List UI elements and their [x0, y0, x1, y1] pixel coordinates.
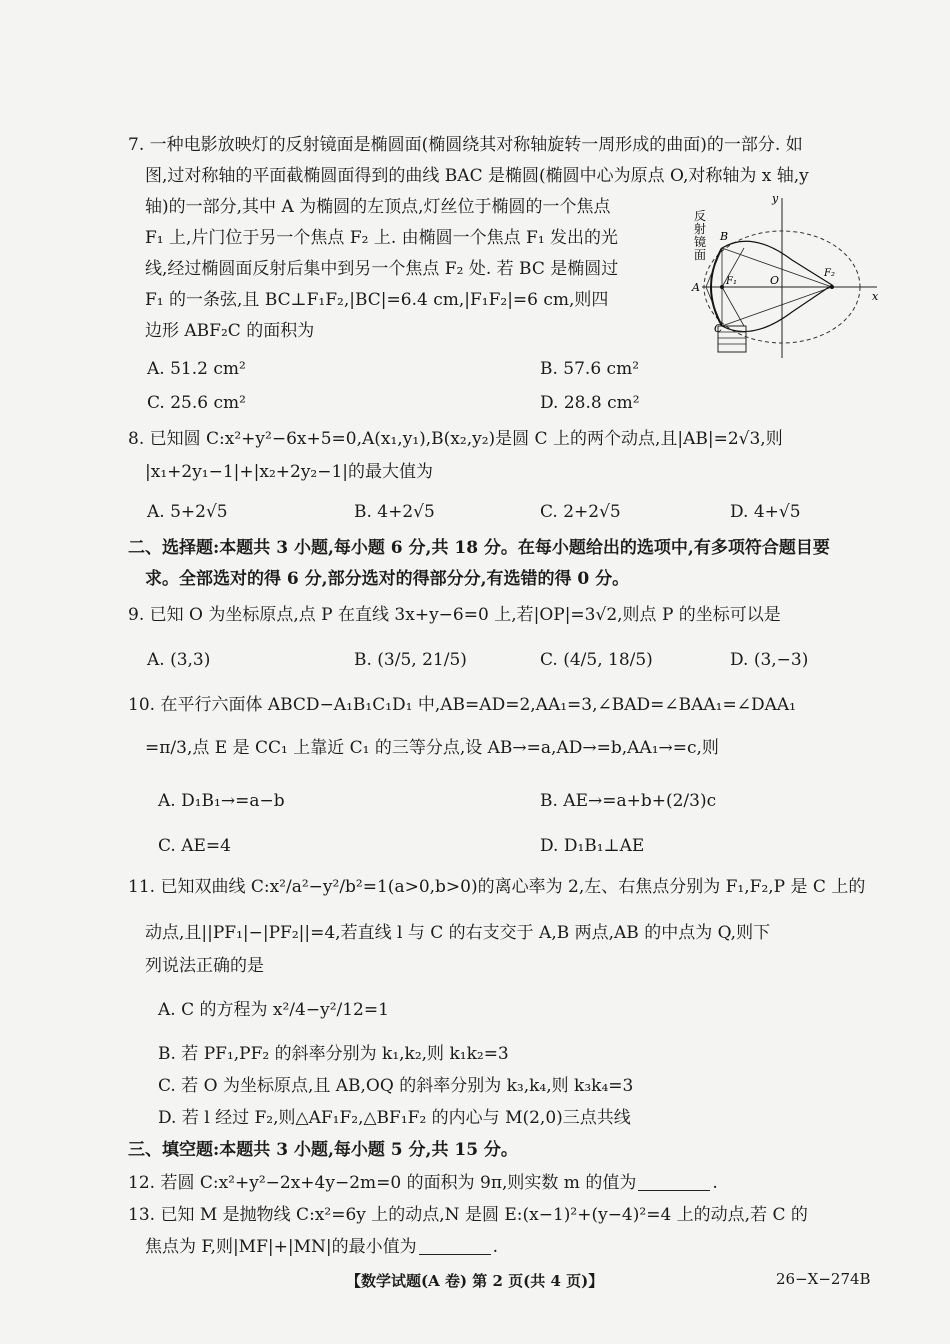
q7-line-3: 轴)的一部分,其中 A 为椭圆的左顶点,灯丝位于椭圆的一个焦点: [145, 197, 611, 217]
q7-line-6: F₁ 的一条弦,且 BC⊥F₁F₂,|BC|=6.4 cm,|F₁F₂|=6 cm,则四: [145, 290, 609, 310]
q12-text: 12. 若圆 C:x²+y²−2x+4y−2m=0 的面积为 9π,则实数 m 的值为: [128, 1173, 637, 1193]
q10-option-b: B. AE→=a+b+(2/3)c: [540, 791, 717, 811]
q7-line-1: 7. 一种电影放映灯的反射镜面是椭圆面(椭圆绕其对称轴旋转一周形成的曲面)的一部分. 如: [128, 135, 803, 155]
q11-line-3: 列说法正确的是: [145, 956, 264, 976]
q12-period: .: [712, 1173, 718, 1193]
label-y: y: [772, 192, 779, 205]
q11-option-c: C. 若 O 为坐标原点,且 AB,OQ 的斜率分别为 k₃,k₄,则 k₃k₄=3: [158, 1076, 634, 1096]
q11-option-b: B. 若 PF₁,PF₂ 的斜率分别为 k₁,k₂,则 k₁k₂=3: [158, 1044, 509, 1064]
label-b: B: [720, 230, 729, 243]
q9-line: 9. 已知 O 为坐标原点,点 P 在直线 3x+y−6=0 上,若|OP|=3√2,则点 P 的坐标可以是: [128, 605, 781, 625]
q8-line-1: 8. 已知圆 C:x²+y²−6x+5=0,A(x₁,y₁),B(x₂,y₂)是圆 C 上的两个动点,且|AB|=2√3,则: [128, 429, 783, 449]
q11-line-1: 11. 已知双曲线 C:x²/a²−y²/b²=1(a>0,b>0)的离心率为 2,左、右焦点分别为 F₁,F₂,P 是 C 上的: [128, 877, 866, 897]
q12-answer-blank[interactable]: [638, 1172, 710, 1191]
q9-option-c: C. (4/5, 18/5): [540, 650, 653, 670]
section-2-line-2: 求。全部选对的得 6 分,部分选对的得部分分,有选错的得 0 分。: [145, 569, 630, 589]
q10-option-d: D. D₁B₁⊥AE: [540, 836, 645, 856]
q8-line-2: |x₁+2y₁−1|+|x₂+2y₂−1|的最大值为: [145, 462, 434, 482]
q7-line-4: F₁ 上,片门位于另一个焦点 F₂ 上. 由椭圆一个焦点 F₁ 发出的光: [145, 228, 619, 248]
question-12: [128, 1168, 888, 1199]
q9-option-d: D. (3,−3): [730, 650, 809, 670]
q10-option-c: C. AE=4: [158, 836, 231, 856]
q13-text: 焦点为 F,则|MF|+|MN|的最小值为: [145, 1237, 417, 1257]
q9-option-a: A. (3,3): [147, 650, 211, 670]
ray-f1-down: [722, 287, 744, 326]
q7-option-c: C. 25.6 cm²: [147, 393, 246, 413]
q11-option-d: D. 若 l 经过 F₂,则△AF₁F₂,△BF₁F₂ 的内心与 M(2,0)三点共线: [158, 1108, 631, 1128]
point-f2: [830, 285, 834, 289]
footer-code: 26−X−274B: [776, 1270, 871, 1288]
q7-option-d: D. 28.8 cm²: [540, 393, 640, 413]
q7-line-7: 边形 ABF₂C 的面积为: [145, 321, 315, 341]
footer-title: 【数学试题(A 卷) 第 2 页(共 4 页)】: [346, 1272, 604, 1290]
q13-period: .: [492, 1237, 498, 1257]
q8-option-b: B. 4+2√5: [354, 502, 435, 522]
q7-line-5: 线,经过椭圆面反射后集中到另一个焦点 F₂ 处. 若 BC 是椭圆过: [145, 259, 619, 279]
label-f1: F₁: [726, 276, 737, 287]
q11-option-a: A. C 的方程为 x²/4−y²/12=1: [158, 1000, 389, 1020]
mirror-label-text: 反射镜面: [694, 209, 707, 262]
section-3-header: 三、填空题:本题共 3 小题,每小题 5 分,共 15 分。: [128, 1140, 518, 1160]
q10-option-a: A. D₁B₁→=a−b: [158, 791, 285, 811]
q11-line-2: 动点,且||PF₁|−|PF₂||=4,若直线 l 与 C 的右支交于 A,B 两点,AB 的中点为 Q,则下: [145, 923, 771, 943]
label-c: C: [714, 322, 723, 335]
q13-line-1: 13. 已知 M 是抛物线 C:x²=6y 上的动点,N 是圆 E:(x−1)²+(y−4)²=4 上的动点,若 C 的: [128, 1205, 808, 1225]
q9-option-b: B. (3/5, 21/5): [354, 650, 467, 670]
q7-option-b: B. 57.6 cm²: [540, 359, 640, 379]
q7-line-2: 图,过对称轴的平面截椭圆面得到的曲线 BAC 是椭圆(椭圆中心为原点 O,对称轴为 x 轴,y: [145, 166, 809, 186]
q10-line-1: 10. 在平行六面体 ABCD−A₁B₁C₁D₁ 中,AB=AD=2,AA₁=3,∠BAD=∠BAA₁=∠DAA₁: [128, 695, 796, 715]
label-x: x: [872, 290, 879, 303]
label-o: O: [770, 274, 780, 287]
ellipse-reflector-figure: [682, 190, 882, 360]
q8-option-c: C. 2+2√5: [540, 502, 621, 522]
section-2-line-1: 二、选择题:本题共 3 小题,每小题 6 分,共 18 分。在每小题给出的选项中,有多项符合题目要: [128, 538, 830, 558]
ray-c-f2: [722, 287, 832, 326]
q13-answer-blank[interactable]: [419, 1236, 491, 1255]
mirror-label: [694, 209, 706, 262]
point-f1: [720, 285, 724, 289]
q7-option-a: A. 51.2 cm²: [147, 359, 246, 379]
label-f2: F₂: [824, 268, 835, 279]
label-a: A: [692, 281, 700, 294]
q13-line-2: [145, 1232, 498, 1263]
q8-option-d: D. 4+√5: [730, 502, 801, 522]
q10-line-2: =π/3,点 E 是 CC₁ 上靠近 C₁ 的三等分点,设 AB→=a,AD→=b,AA₁→=c,则: [145, 738, 719, 758]
q8-option-a: A. 5+2√5: [147, 502, 228, 522]
